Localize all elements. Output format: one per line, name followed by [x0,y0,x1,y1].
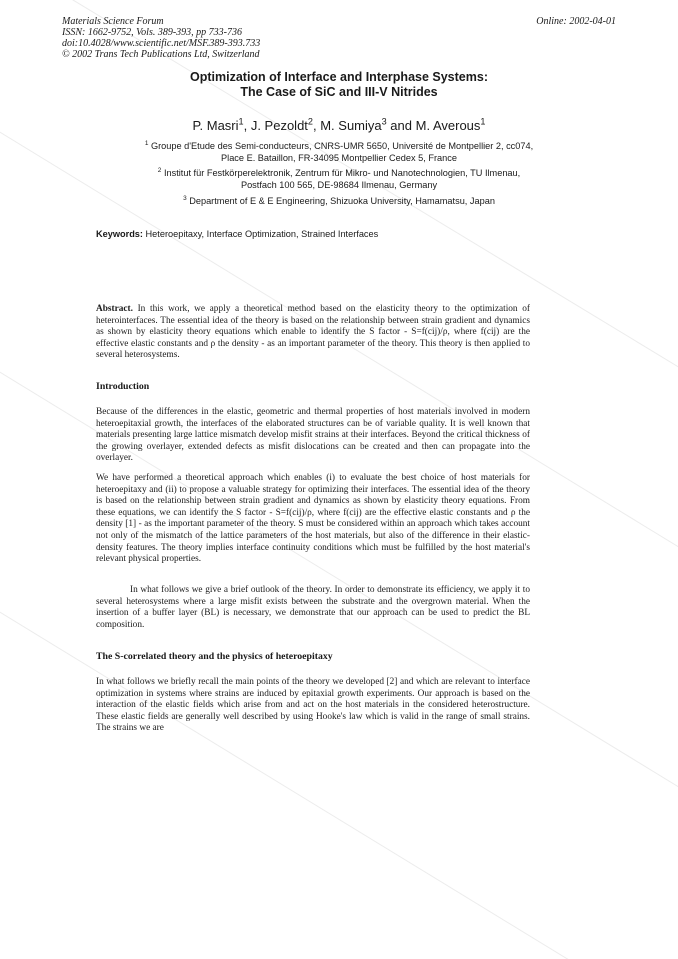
keywords-text: Heteroepitaxy, Interface Optimization, Strained Interfaces [142,229,379,239]
affiliation-sup: 1 [144,139,149,147]
affiliation-line: Institut für Festkörperelektronik, Zentrum für Mikro- und Nanotechnologien, TU Ilmenau, [163,168,521,178]
author-name: J. Pezoldt [250,118,308,133]
author-separator: and [386,118,416,133]
intro-paragraph-1: Because of the differences in the elastic, geometric and thermal properties of host materials involved in modern heteroepitaxial growth, the interfaces of the elaborated structures can be of variable quality. It is well known that materials presenting large lattice mismatch develop misfit strains at their interfaces. Beyond the critical thickness of the growing overlayer, extended defects as misfit dislocations can be created and then can propagate into the overlayer. [96,407,530,464]
abstract [96,304,530,362]
abstract-text: In this work, we apply a theoretical method based on the elasticity theory to the optimization of heterointerfaces. The essential idea of the theory is based on the relationship between strain gradient and dynamics as shown by elasticity theory equations which enable to identify the S factor - S=f(cij)/ρ, where f(cij) are the effective elastic constants and ρ the density - as an important parameter of the theory. This theory is then applied to several heterosystems. [96,304,530,361]
theory-paragraph-1: In what follows we briefly recall the main points of the theory we developed [2] and which are relevant to interface optimization in systems where strains are induced by epitaxial growth experiments. Our approach is based on the interaction of the elastic fields which arise from and act on the host materials in the considered heterostructure. These elastic fields are generally well described by using Hooke's law which is valid in the range of small strains. The strains we are [96,677,530,734]
abstract-label: Abstract. [96,304,133,314]
section-heading-s-correlated-theory: The S-correlated theory and the physics of heteroepitaxy [96,651,333,662]
intro-paragraph-3: In what follows we give a brief outlook of the theory. In order to demonstrate its efficiency, we apply it to several heterosystems where a large misfit exists between the substrate and the overgrown material. When the insertion of a buffer layer (BL) is necessary, we demonstrate that our approach can be used to predict the BL composition. [96,585,530,630]
paper-title [0,70,678,100]
author-separator: , [243,118,251,133]
copyright-line: © 2002 Trans Tech Publications Ltd, Switzerland [62,49,260,60]
author-name: P. Masri [192,118,239,133]
author-affil-sup: 2 [307,116,313,127]
affiliation-2 [0,168,678,191]
section-heading-introduction: Introduction [96,381,150,392]
author-affil-sup: 1 [480,116,486,127]
journal-header [62,16,616,60]
journal-name: Materials Science Forum [62,16,164,27]
author-affil-sup: 3 [381,116,387,127]
intro-paragraph-2: We have performed a theoretical approach which enables (i) to evaluate the best choice of host materials for heteroepitaxy and (ii) to propose a valuable strategy for optimizing their interfaces. The essential idea of the theory is based on the relationship between strain gradient and dynamics as shown by elasticity theory equations. From these equations, we can identify the S factor - S=f(cij)/ρ, where f(cij) are the effective elastic constants and ρ the density [1] - as the important parameter of the theory. S must be considered within an approach which takes account not only of the mismatch of the lattice parameters of the host materials, but also of the difference in their elastic-density features. The theory implies interface continuity conditions which must be fulfilled by the host material's relevant physical properties. [96,473,530,565]
online-date: Online: 2002-04-01 [536,16,616,27]
affiliation-line: Postfach 100 565, DE-98684 Ilmenau, Germany [240,179,438,190]
keywords-label: Keywords: [96,229,143,239]
author-name: M. Sumiya [320,118,382,133]
affiliation-3 [0,196,678,208]
title-line-1: Optimization of Interface and Interphase Systems: [190,70,488,84]
affiliation-line: Department of E & E Engineering, Shizuoka University, Hamamatsu, Japan [189,196,495,206]
doi-line[interactable]: doi:10.4028/www.scientific.net/MSF.389-393.733 [62,38,261,49]
keywords [96,229,378,239]
author-list [0,118,678,133]
title-line-2: The Case of SiC and III-V Nitrides [240,85,438,99]
affiliation-sup: 2 [157,166,162,174]
affiliation-line: Place E. Bataillon, FR-34095 Montpellier Cedex 5, France [221,152,457,163]
affiliation-line: Groupe d'Etude des Semi-conducteurs, CNRS-UMR 5650, Université de Montpellier 2, cc074, [150,141,534,151]
author-affil-sup: 1 [238,116,244,127]
author-separator: , [312,118,321,133]
author-name: M. Averous [415,118,481,133]
affiliation-1 [0,141,678,164]
issn-line: ISSN: 1662-9752, Vols. 389-393, pp 733-736 [62,27,242,38]
affiliation-sup: 3 [183,194,187,202]
